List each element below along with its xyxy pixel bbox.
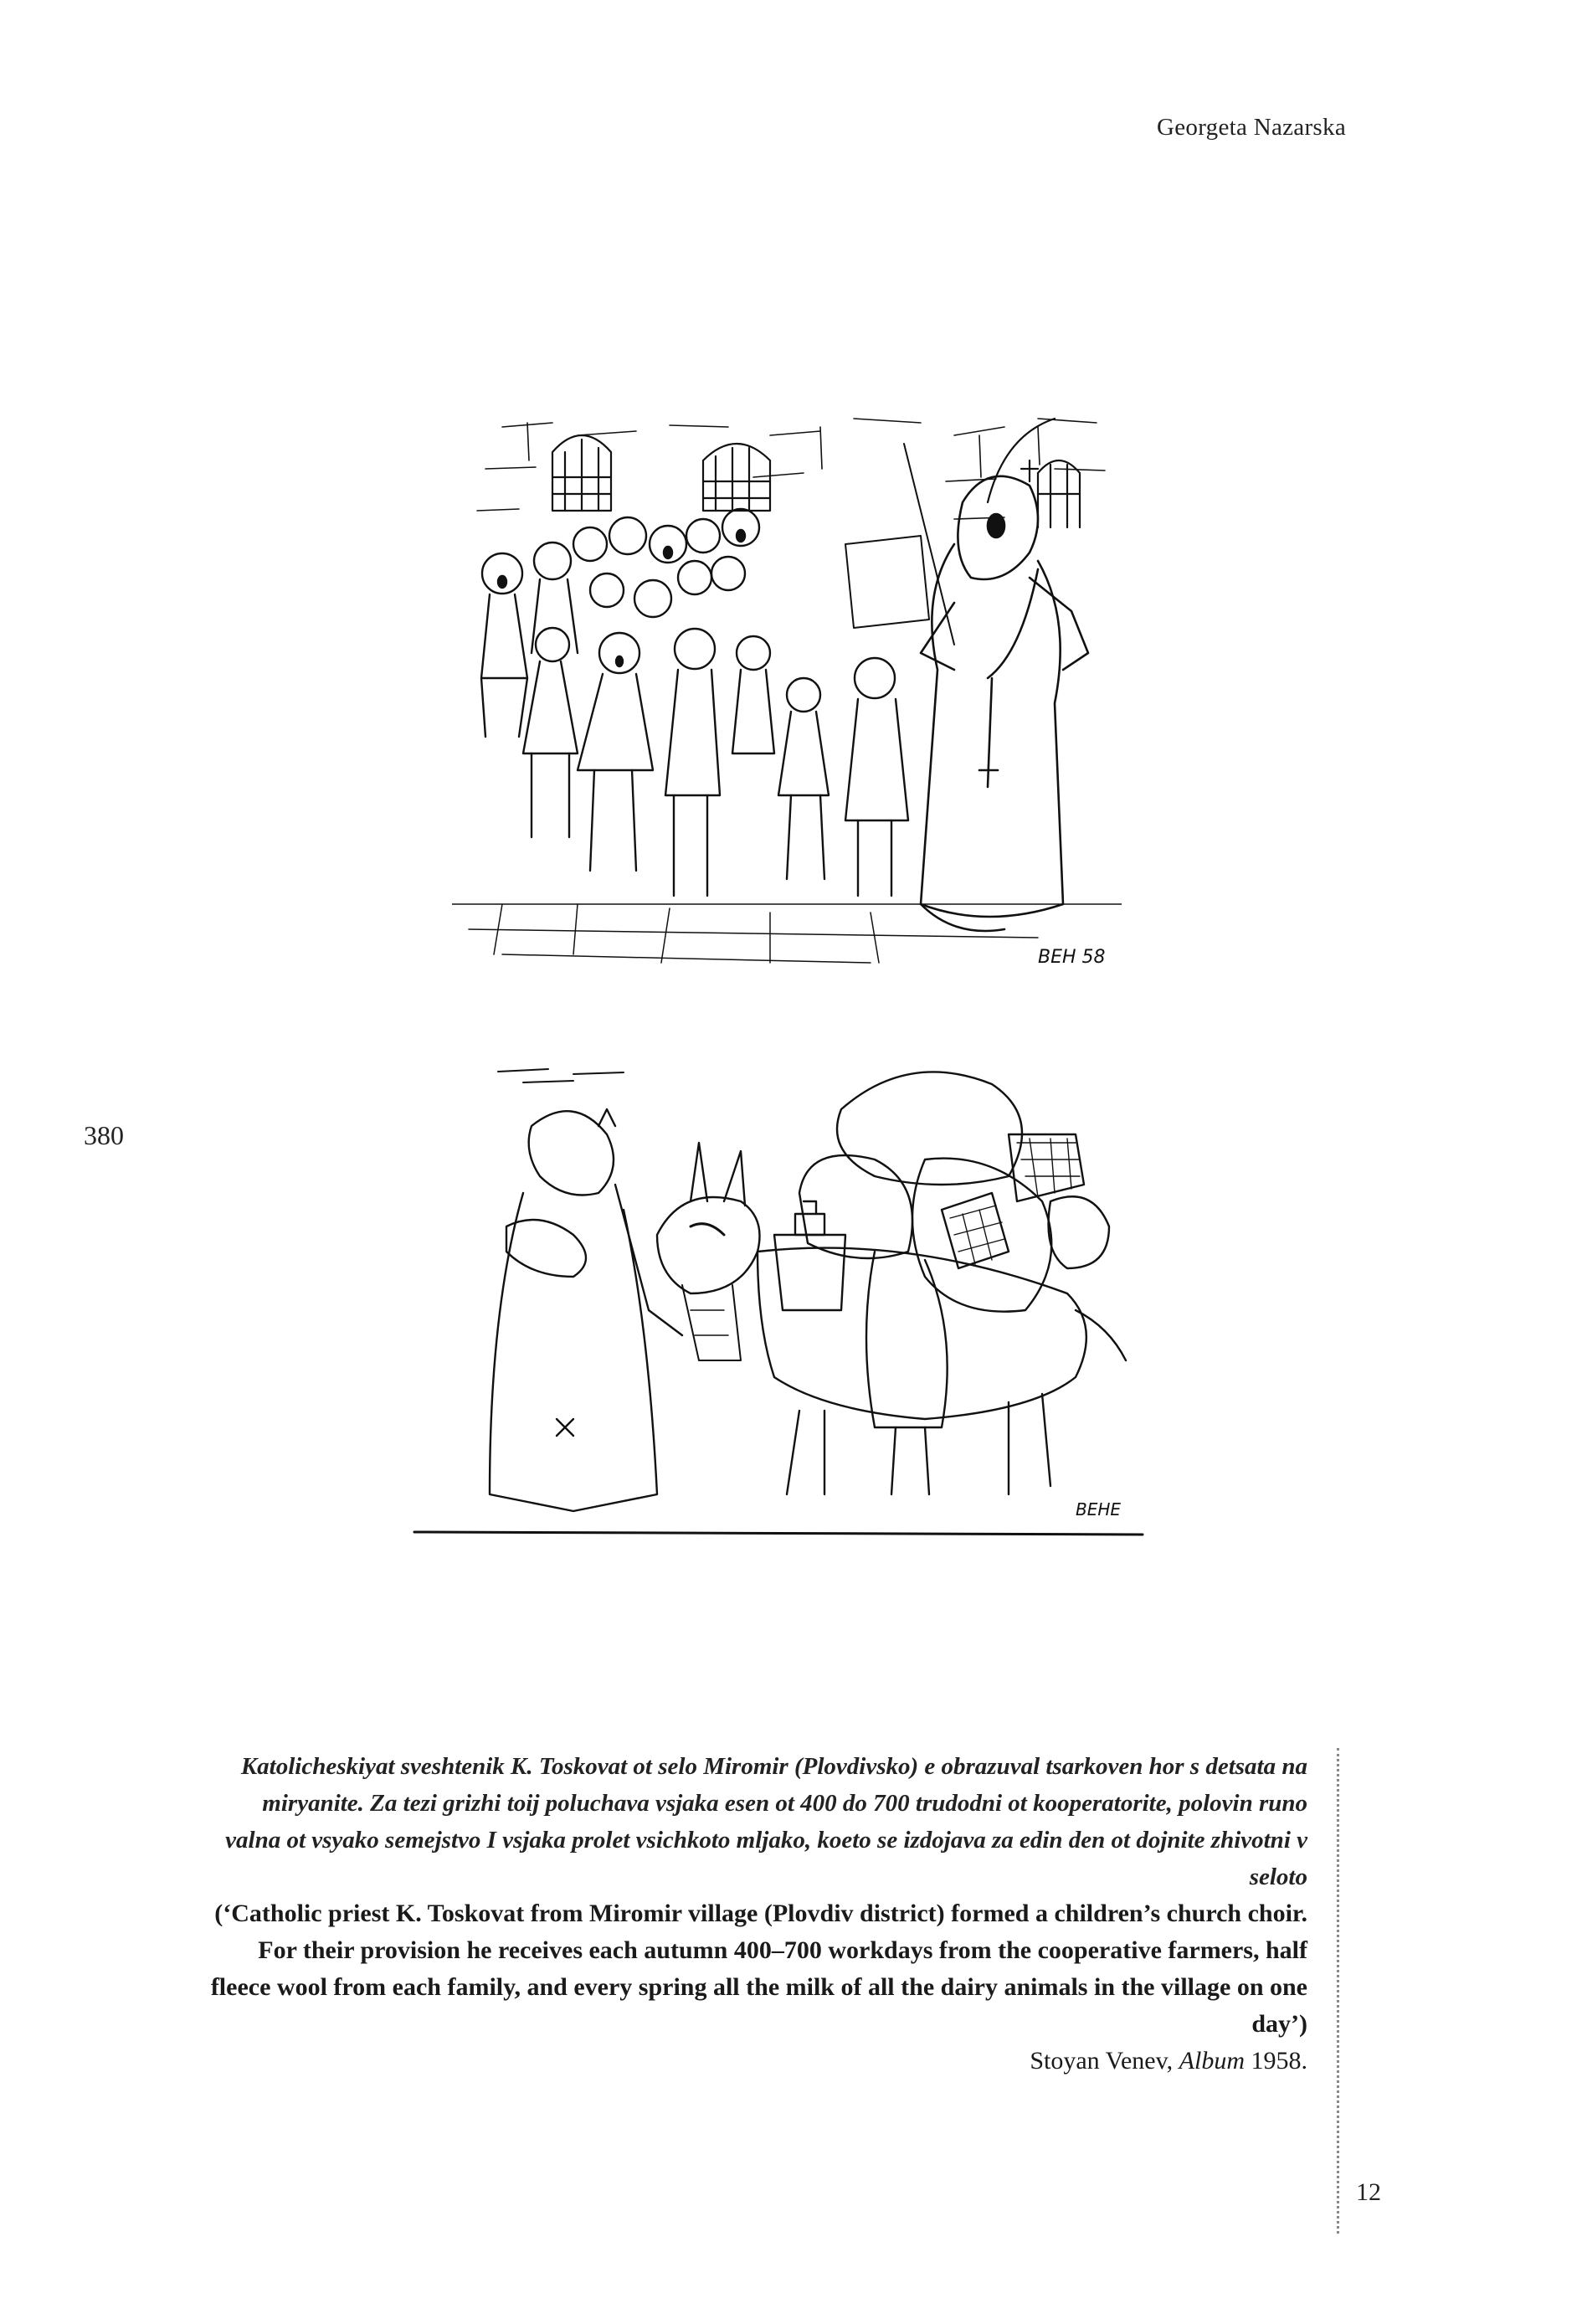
cartoon-donkey-illustration: [406, 1059, 1159, 1545]
cartoon-2-signature: ВЕНЕ: [1076, 1499, 1122, 1519]
figure-caption: [209, 1748, 1307, 2080]
caption-english-translation: (‘Catholic priest K. Toskovat from Miromir village (Plovdiv district) formed a children’s church choir. For their provision he receives each autumn 400–700 workdays from the cooperative farmers, half fleece wool from each family, and every spring all the milk of all the dairy animals in the village on one day’): [210, 1900, 1307, 2038]
running-head-author: Georgeta Nazarska: [1157, 114, 1346, 141]
figure-number: 12: [1356, 2178, 1381, 2206]
cartoon-1-signature: ВЕН 58: [1038, 947, 1106, 968]
page-number: 380: [84, 1120, 124, 1150]
credit-year: 1958.: [1251, 2047, 1307, 2075]
credit-author: Stoyan Venev,: [1030, 2047, 1174, 2075]
caption-credit: [209, 2043, 1307, 2080]
caption-dotted-rule: [1337, 1748, 1339, 2234]
caption-bulgarian-transliteration: Katolicheskiyat sveshtenik K. Toskovat ot selo Miromir (Plovdivsko) e obrazuval tsarkoven hor s detsata na miryanite. Za tezi grizhi toij poluchava vsjaka esen ot 400 do 700 trudodni ot kooperatorite, polovin runo valna ot vsyako semejstvo I vsjaka prolet vsichkoto mljako, koeto se izdojava za edin den ot dojnite zhivotni v seloto: [225, 1753, 1307, 1890]
credit-work-title: Album: [1179, 2047, 1245, 2075]
cartoon-choir-illustration: [452, 402, 1122, 979]
